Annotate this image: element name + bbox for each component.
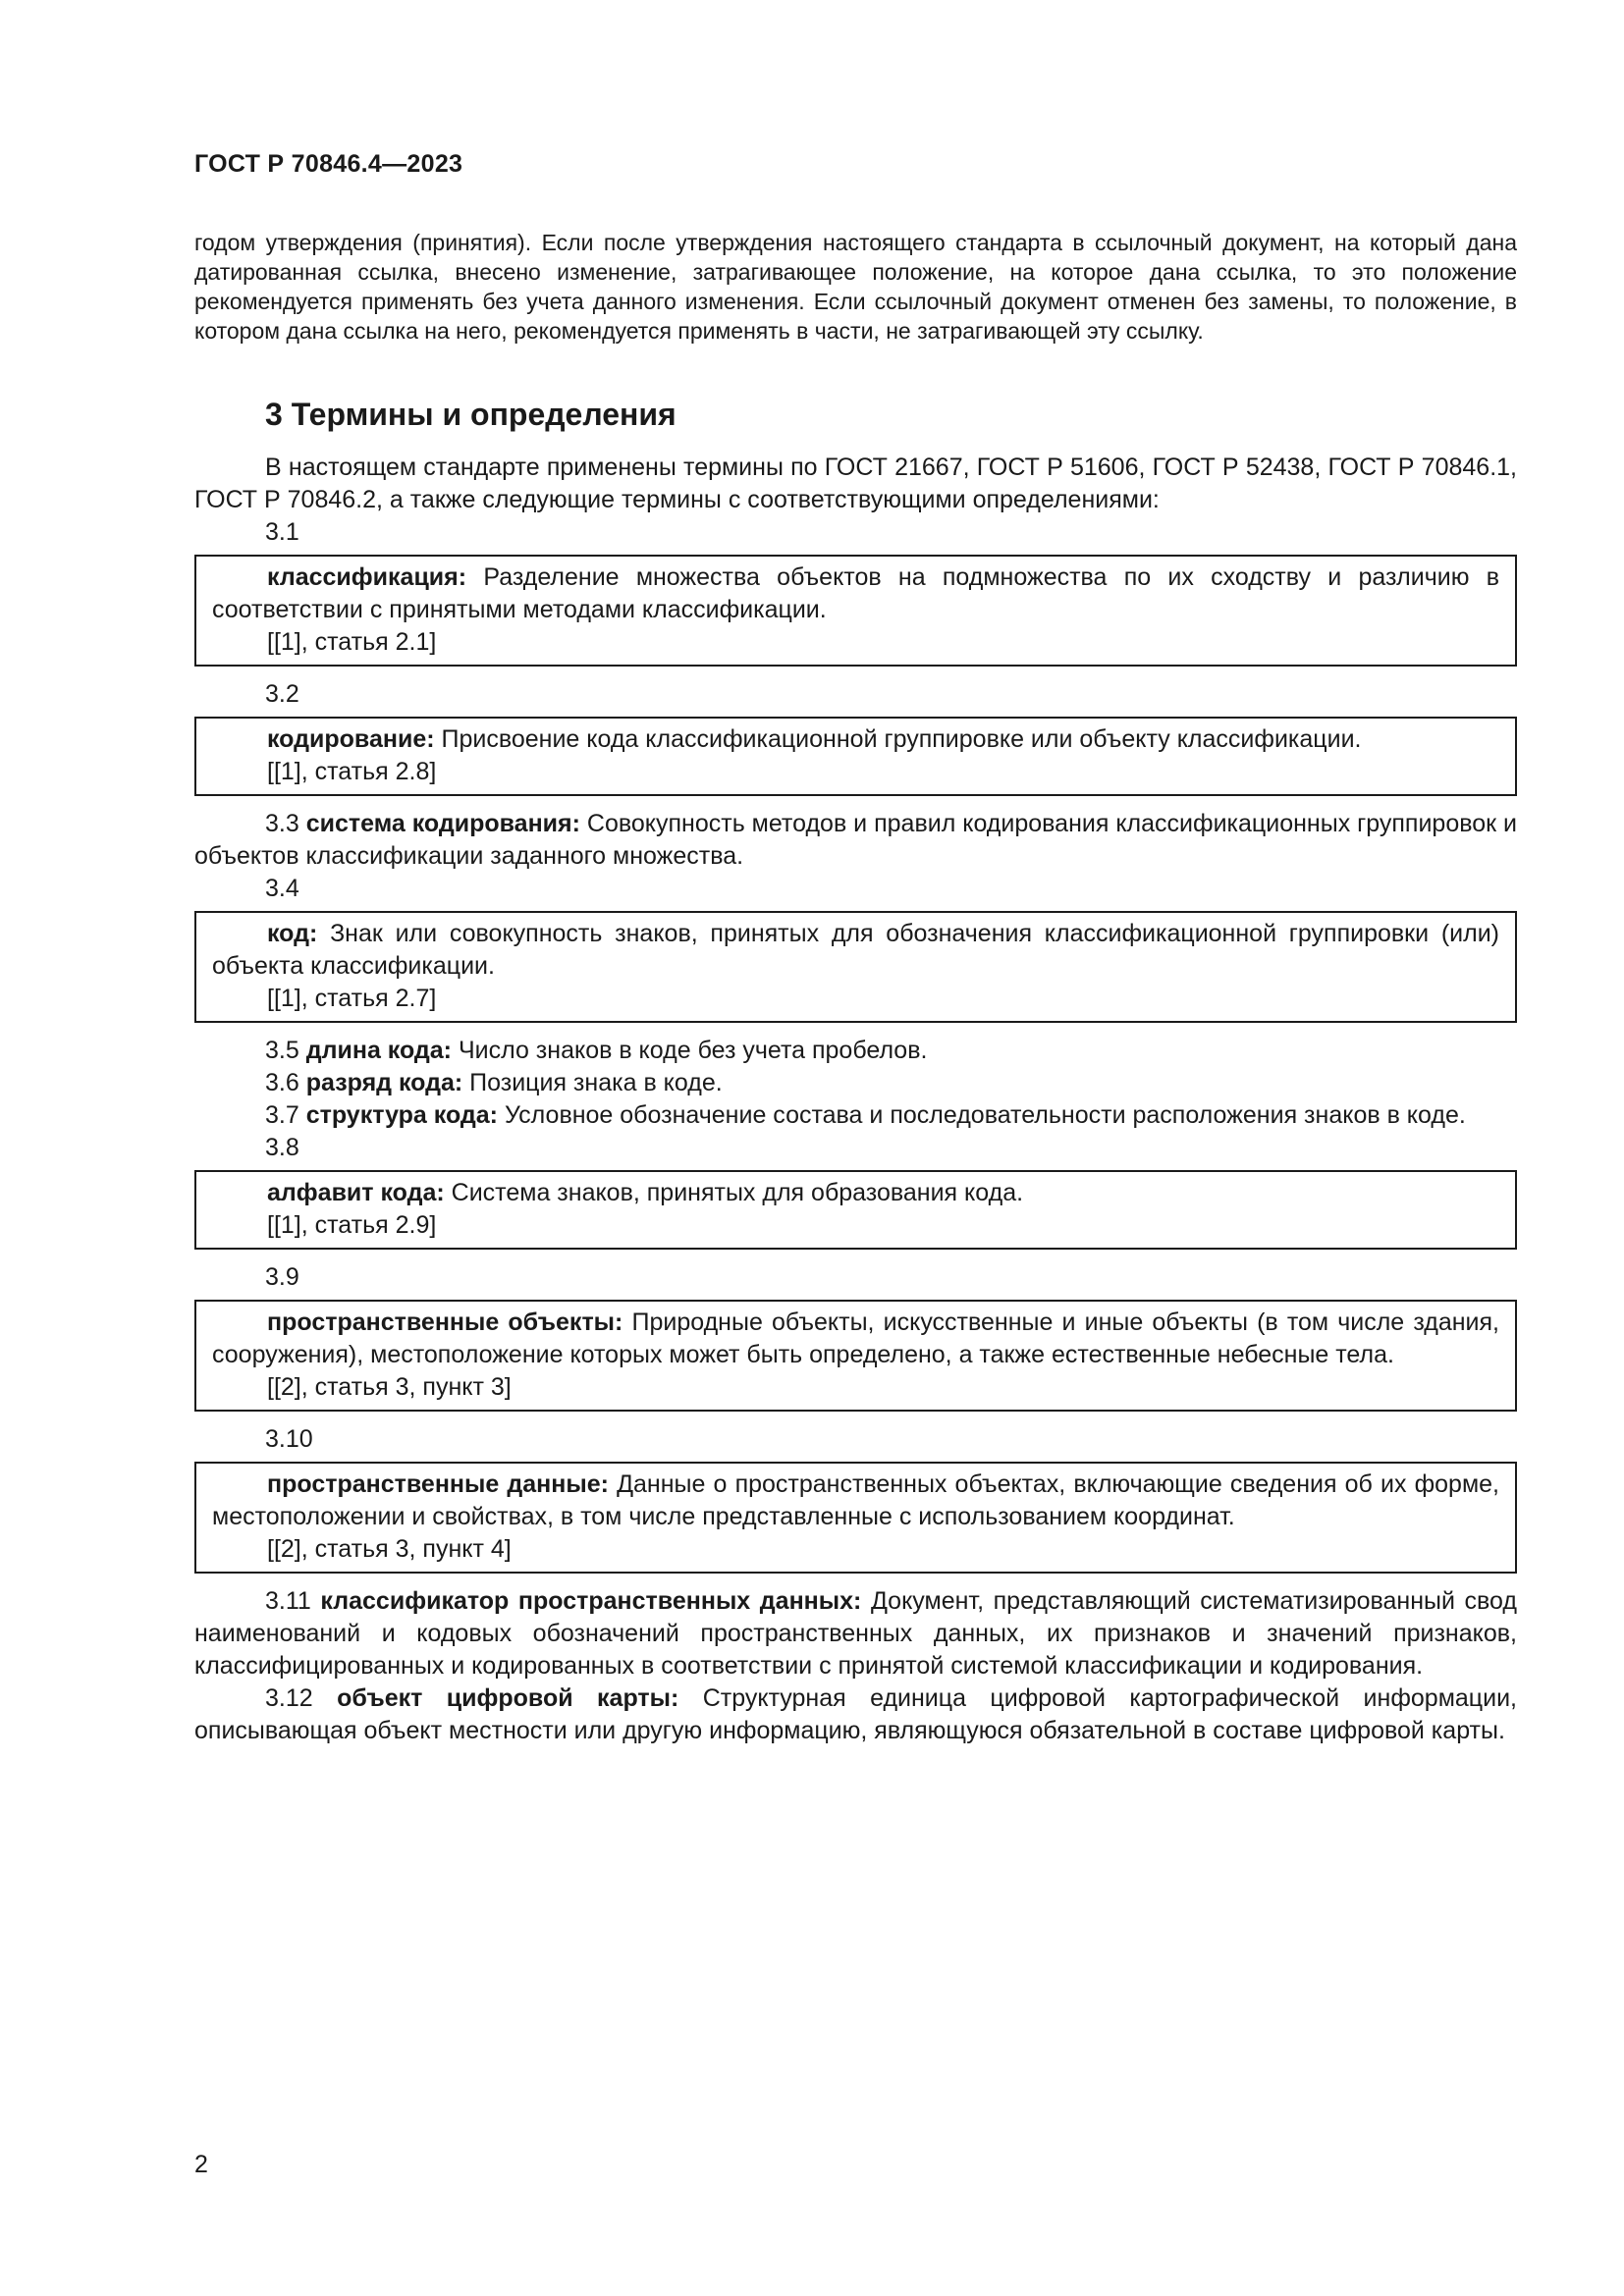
term-text: Совокупность методов и правил кодирования классификационных группировок и объектов классификации заданного множества.	[194, 810, 1517, 870]
term-definition	[212, 1468, 1499, 1533]
term-name: структура кода:	[305, 1101, 499, 1129]
term-number: 3.9	[265, 1263, 299, 1291]
term-entry	[194, 1067, 1517, 1099]
term-name: кодирование:	[267, 725, 435, 753]
term-text: Разделение множества объектов на подмножества по их сходству и различию в соответствии с принятыми методами классификации.	[212, 563, 1499, 623]
term-name: код:	[267, 920, 318, 947]
term-name: разряд кода:	[305, 1069, 463, 1096]
section-title: 3 Термины и определения	[265, 397, 677, 432]
term-source: [[1], статья 2.1]	[267, 628, 437, 656]
term-text: Присвоение кода классификационной группировке или объекту классификации.	[434, 725, 1362, 753]
term-text: Природные объекты, искусственные и иные объекты (в том числе здания, сооружения), местоположение которых может быть определено, а также естественные небесные тела.	[212, 1308, 1499, 1368]
term-number: 3.10	[265, 1425, 313, 1453]
term-number: 3.5	[265, 1037, 299, 1064]
term-name: алфавит кода:	[267, 1179, 445, 1206]
term-definition-box	[194, 555, 1517, 667]
term-source: [[1], статья 2.9]	[267, 1211, 437, 1239]
term-definition	[212, 1307, 1499, 1371]
term-entry	[194, 808, 1517, 873]
term-name: система кодирования:	[305, 810, 580, 837]
term-entry	[194, 1585, 1517, 1682]
document-header: ГОСТ Р 70846.4—2023	[194, 150, 463, 178]
term-source: [[2], статья 3, пункт 3]	[267, 1373, 512, 1401]
page-content	[194, 228, 1517, 1747]
term-number: 3.2	[265, 680, 299, 708]
term-number: 3.11	[265, 1587, 311, 1615]
term-definition-box	[194, 911, 1517, 1023]
term-text: Позиция знака в коде.	[462, 1069, 723, 1096]
term-name: классификатор пространственных данных:	[320, 1587, 862, 1615]
term-text: Данные о пространственных объектах, включающие сведения об их форме, местоположении и свойствах, в том числе представленные с использованием координат.	[212, 1470, 1499, 1530]
section-lead: В настоящем стандарте применены термины по ГОСТ 21667, ГОСТ Р 51606, ГОСТ Р 52438, ГОСТ Р 70846.1, ГОСТ Р 70846.2, а также следующие термины с соответствующими определениями:	[194, 454, 1517, 513]
term-definition	[212, 723, 1499, 756]
term-definition	[212, 1177, 1499, 1209]
term-source: [[1], статья 2.7]	[267, 985, 437, 1012]
term-number: 3.8	[265, 1134, 299, 1161]
term-text: Документ, представляющий систематизированный свод наименований и кодовых обозначений пространственных данных, их признаков и значений признаков, классифицированных и кодированных в соответствии с принятой системой классификации и кодирования.	[194, 1587, 1517, 1680]
term-number: 3.4	[265, 875, 299, 902]
term-text: Структурная единица цифровой картографической информации, описывающая объект местности или другую информацию, являющуюся обязательной в составе цифровой карты.	[194, 1684, 1517, 1744]
term-name: пространственные данные:	[267, 1470, 609, 1498]
term-number: 3.7	[265, 1101, 299, 1129]
term-definition-box	[194, 717, 1517, 796]
term-definition-box	[194, 1170, 1517, 1250]
term-number: 3.12	[265, 1684, 313, 1712]
term-text: Система знаков, принятых для образования кода.	[444, 1179, 1024, 1206]
term-definition-box	[194, 1300, 1517, 1412]
term-number: 3.6	[265, 1069, 299, 1096]
term-entry	[194, 1035, 1517, 1067]
term-number: 3.3	[265, 810, 299, 837]
term-definition	[212, 561, 1499, 626]
term-definition	[212, 918, 1499, 983]
term-name: объект цифровой карты:	[337, 1684, 679, 1712]
term-text: Условное обозначение состава и последовательности расположения знаков в коде.	[498, 1101, 1466, 1129]
term-name: пространственные объекты:	[267, 1308, 623, 1336]
term-source: [[1], статья 2.8]	[267, 758, 437, 785]
term-text: Знак или совокупность знаков, принятых для обозначения классификационной группировки (или) объекта классификации.	[212, 920, 1499, 980]
term-entry	[194, 1682, 1517, 1747]
term-text: Число знаков в коде без учета пробелов.	[452, 1037, 928, 1064]
term-source: [[2], статья 3, пункт 4]	[267, 1535, 512, 1563]
term-entry	[194, 1099, 1517, 1132]
term-name: длина кода:	[305, 1037, 453, 1064]
page-number: 2	[194, 2151, 208, 2178]
term-definition-box	[194, 1462, 1517, 1574]
term-number: 3.1	[265, 518, 299, 546]
term-name: классификация:	[267, 563, 467, 591]
intro-paragraph: годом утверждения (принятия). Если после утверждения настоящего стандарта в ссылочный документ, на который дана датированная ссылка, внесено изменение, затрагивающее положение, на которое дана ссылка, то это положение рекомендуется применять без учета данного изменения. Если ссылочный документ отменен без замены, то положение, в котором дана ссылка на него, рекомендуется применять в части, не затрагивающей эту ссылку.	[194, 230, 1517, 344]
